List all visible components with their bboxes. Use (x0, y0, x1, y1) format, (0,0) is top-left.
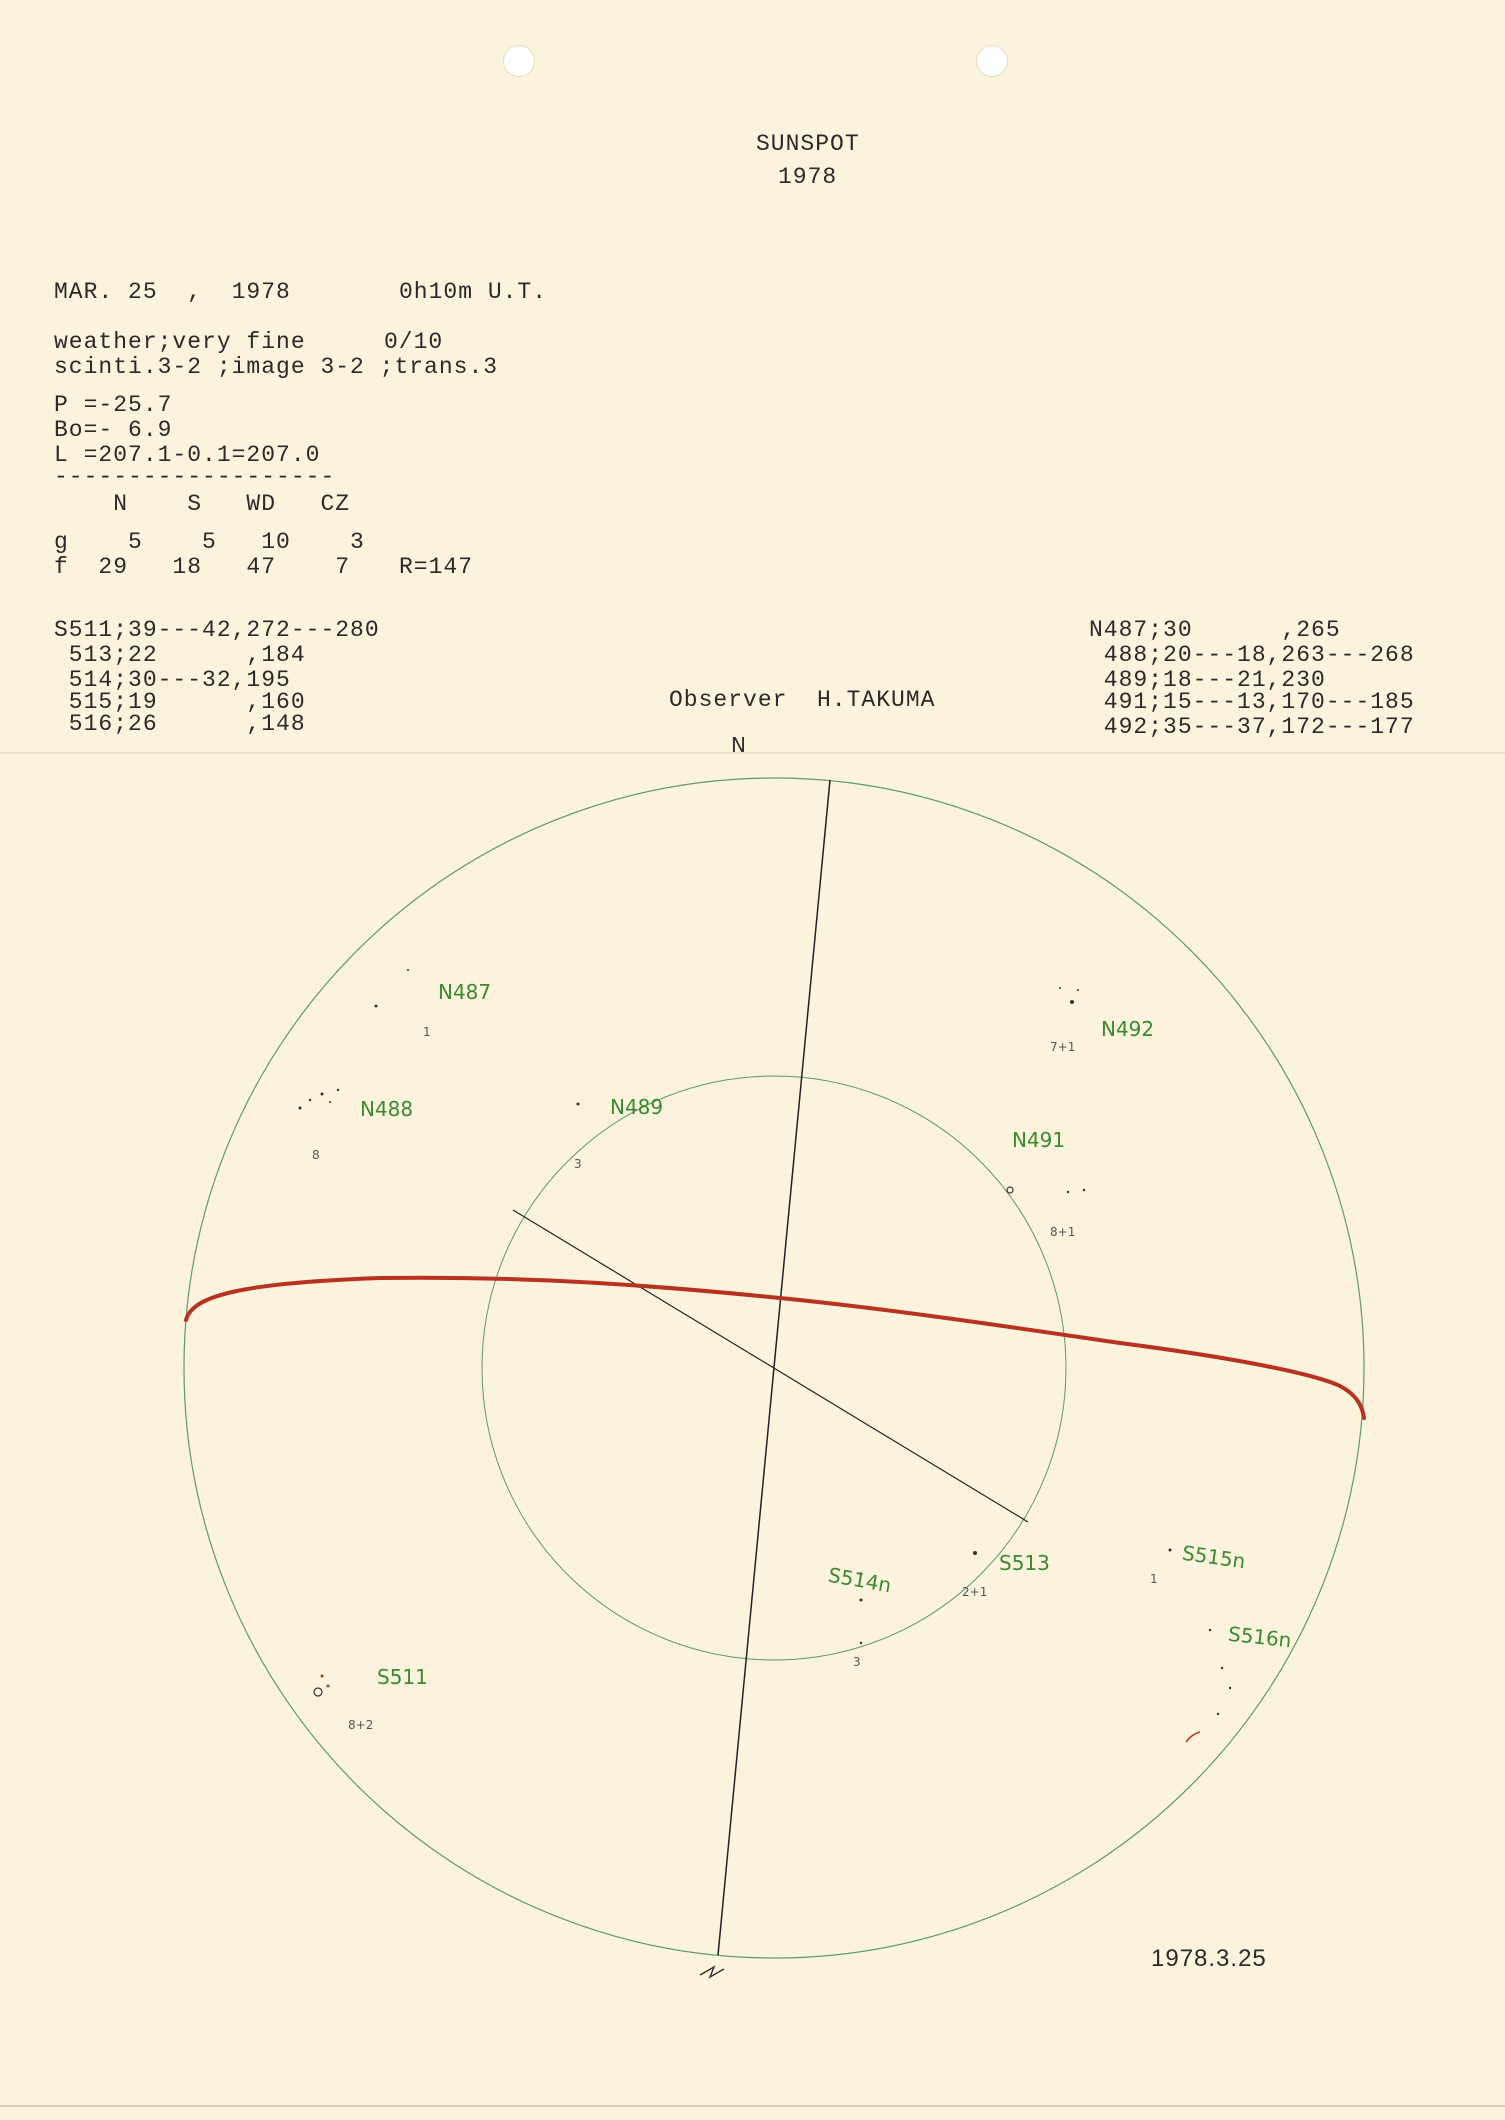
weather-line: weather;very fine (54, 329, 306, 355)
label-n489: N489 (610, 1095, 664, 1119)
south-group-line: 515;19 ,160 (54, 689, 306, 715)
south-group-line: 513;22 ,184 (54, 642, 306, 668)
pencil-count-s511: 8+2 (348, 1718, 374, 1732)
label-s513: S513 (999, 1551, 1050, 1575)
label-s516: S516n (1226, 1621, 1293, 1653)
direction-line (513, 1210, 1028, 1522)
label-s511: S511 (377, 1665, 428, 1689)
observation-time: 0h10m U.T. (399, 279, 548, 305)
count-row-groups: g 5 5 10 3 (54, 529, 365, 555)
wolf-number: R=147 (399, 554, 474, 580)
north-group-line: 488;20---18,263---268 (1089, 642, 1415, 668)
pencil-count-n489: 3 (574, 1157, 582, 1171)
central-meridian-l: L =207.1-0.1=207.0 (54, 442, 321, 468)
sheet-year: 1978 (778, 164, 838, 190)
north-marker: N (731, 733, 746, 757)
count-row-spots: f 29 18 47 7 (54, 554, 351, 580)
sheet-title: SUNSPOT (756, 131, 860, 157)
south-group-line: S511;39---42,272---280 (54, 617, 380, 643)
seeing-conditions: scinti.3-2 ;image 3-2 ;trans.3 (54, 354, 499, 380)
south-marker (700, 1967, 724, 1977)
solar-equator-line (186, 1278, 1364, 1418)
heliographic-latitude-bo: Bo=- 6.9 (54, 417, 173, 443)
position-angle-p: P =-25.7 (54, 392, 173, 418)
label-n492: N492 (1101, 1017, 1155, 1041)
count-table-header: N S WD CZ (54, 491, 351, 517)
footer-date: 1978.3.25 (1151, 1945, 1267, 1972)
pencil-count-n492: 7+1 (1050, 1040, 1076, 1054)
pencil-count-n491: 8+1 (1050, 1225, 1076, 1239)
pencil-count-s515: 1 (1150, 1572, 1158, 1586)
label-s515: S515n (1180, 1540, 1247, 1574)
north-group-line: 489;18---21,230 (1089, 667, 1326, 693)
observation-date: MAR. 25 , 1978 (54, 279, 291, 305)
pencil-count-n488: 8 (312, 1148, 320, 1162)
label-s514: S514n (826, 1562, 894, 1598)
south-group-line: 514;30---32,195 (54, 667, 291, 693)
observer-name: Observer H.TAKUMA (669, 687, 936, 713)
separator-line: ------------------- (54, 464, 336, 490)
sunspot-trail (1186, 1732, 1200, 1742)
pencil-count-s513: 2+1 (962, 1585, 988, 1599)
north-group-line: N487;30 ,265 (1089, 617, 1341, 643)
north-group-line: 491;15---13,170---185 (1089, 689, 1415, 715)
label-n487: N487 (438, 980, 492, 1004)
page-bottom-edge (0, 2105, 1505, 2107)
cloud-cover: 0/10 (384, 329, 444, 355)
north-group-line: 492;35---37,172---177 (1089, 714, 1415, 740)
pencil-count-s514: 3 (853, 1655, 861, 1669)
sunspot-dots (299, 969, 1232, 1715)
south-group-line: 516;26 ,148 (54, 711, 306, 737)
label-n488: N488 (360, 1097, 414, 1121)
label-n491: N491 (1012, 1128, 1066, 1152)
pencil-count-n487: 1 (423, 1025, 431, 1039)
